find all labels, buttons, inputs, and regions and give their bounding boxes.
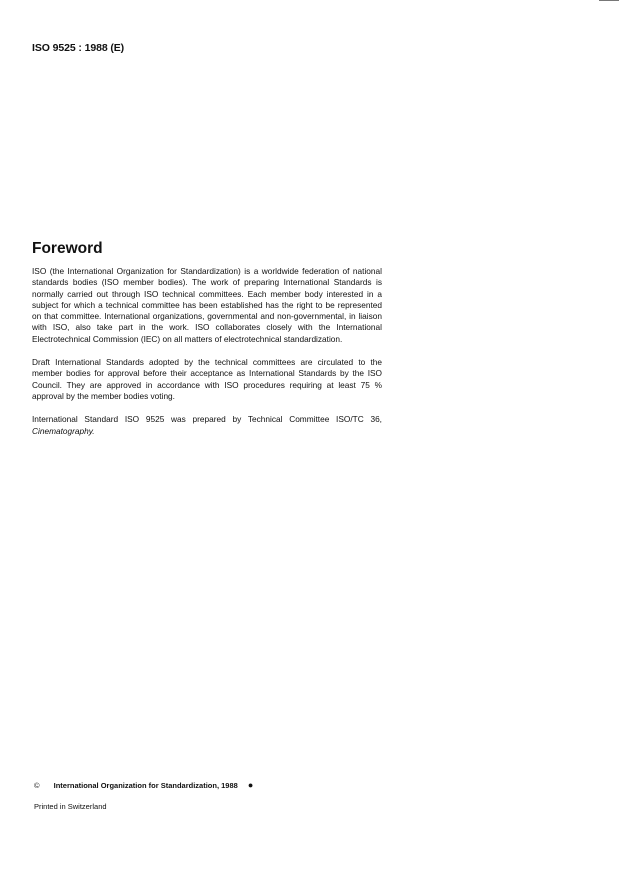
standard-identifier: ISO 9525 : 1988 (E) xyxy=(32,42,125,54)
committee-name: Cinematography. xyxy=(32,425,95,436)
copyright-line xyxy=(34,780,253,790)
foreword-paragraph-1: ISO (the International Organization for Standardization) is a worldwide federation of national standards bodies (ISO member bodies). The work of preparing International Standards is normally carried out through ISO technical committees. Each member body interested in a subject for which a technical committee has been established has the right to be represented on that committee. International organizations, governmental and non-governmental, in liaison with ISO, also take part in the work. ISO collaborates closely with the International Electrotechnical Commission (IEC) on all matters of electrotechnical standardization. xyxy=(32,266,382,344)
copyright-icon: © xyxy=(34,781,40,790)
foreword-title: Foreword xyxy=(32,240,103,257)
copyright-text: International Organization for Standardization, 1988 xyxy=(53,781,238,790)
foreword-paragraph-2: Draft International Standards adopted by the technical committees are circulated to the member bodies for approval before their acceptance as International Standards by the ISO Council. They are approved in accordance with ISO procedures requiring at least 75 % approval by the member bodies voting. xyxy=(32,357,382,401)
foreword-paragraph-3 xyxy=(32,414,382,437)
bullet-icon: ● xyxy=(247,780,254,790)
page-corner-mark xyxy=(599,0,619,1)
prepared-by-text: International Standard ISO 9525 was prepared by Technical Committee ISO/TC 36, xyxy=(32,414,382,425)
foreword-body xyxy=(32,266,382,449)
printed-in: Printed in Switzerland xyxy=(34,802,107,811)
